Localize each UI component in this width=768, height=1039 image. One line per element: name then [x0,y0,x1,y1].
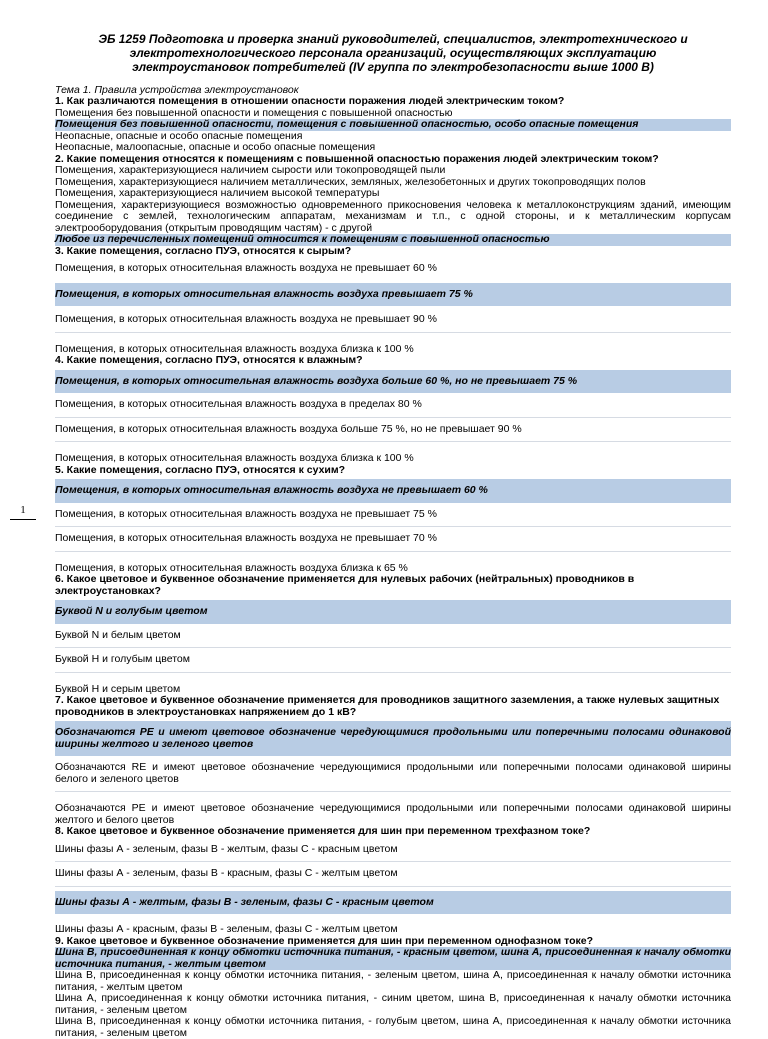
question-3: 3. Какие помещения, согласно ПУЭ, относятся к сырым? [55,244,352,257]
answer-option: Буквой Н и серым цветом [55,682,181,695]
answer-option: Буквой Н и голубым цветом [55,654,731,673]
answer-option: Помещения, характеризующиеся наличием высокой температуры [55,187,380,199]
correct-answer: Помещения без повышенной опасности, помещения с повышенной опасностью, особо опасные помещения [55,119,731,131]
answer-option: Помещения, в которых относительная влажность воздуха в пределах 80 % [55,399,731,418]
answer-option: Неопасные, опасные и особо опасные помещения [55,129,303,142]
correct-answer: Обозначаются PE и имеют цветовое обозначение чередующимися продольными или поперечными полосами одинаковой ширины желтого и зеленого цветов [55,721,731,756]
answer-option: Помещения без повышенной опасности и помещения с повышенной опасностью [55,106,453,119]
answer-option: Неопасные, малоопасные, опасные и особо опасные помещения [55,141,376,153]
correct-answer: Помещения, в которых относительная влажность воздуха не превышает 60 % [55,479,731,503]
answer-option: Помещения, характеризующиеся наличием металлических, земляных, железобетонных и других токопроводящих полов [55,175,646,188]
document-page [55,32,731,1039]
answer-option: Шина В, присоединенная к концу обмотки источника питания, - зеленым цветом, шина А, присоединенная к началу обмотки источника питания, - желтым цветом [55,969,731,993]
correct-answer: Шины фазы А - желтым, фазы В - зеленым, фазы С - красным цветом [55,891,731,915]
answer-option: Обозначаются RE и имеют цветовое обозначение чередующимися продольными или поперечными полосами одинаковой ширины белого и зеленого цветов [55,762,731,792]
question-9: 9. Какое цветовое и буквенное обозначение применяется для шин при переменном однофазном токе? [55,934,594,947]
answer-option: Помещения, в которых относительная влажность воздуха близка к 100 % [55,342,414,355]
answer-option: Шины фазы А - зеленым, фазы В - желтым, фазы С - красным цветом [55,844,731,863]
question-7: 7. Какое цветовое и буквенное обозначение применяется для проводников защитного заземления, а также нулевых защитных проводников в электроустановках напряжением до 1 кВ? [55,694,720,718]
answer-option: Помещения, характеризующиеся возможностью одновременного прикосновения человека к металлоконструкциям зданий, имеющим соединение с землей, технологическим аппаратам, механизмам и т.п., с одной стороны, и к металлическим корпусам электрооборудования (открытым проводящим частям) - с другой [55,198,731,234]
question-1: 1. Как различаются помещения в отношении опасности поражения людей электрическим током? [55,95,565,107]
correct-answer: Шина В, присоединенная к концу обмотки источника питания, - красным цветом, шина А, присоединенная к началу обмотки источника питания, - желтым цветом [55,946,731,970]
answer-option: Обозначаются PE и имеют цветовое обозначение чередующимися продольными или поперечными полосами одинаковой ширины желтого и белого цветов [55,802,731,826]
page-number: 1 [10,504,36,520]
answer-option: Шина А, присоединенная к концу обмотки источника питания, - синим цветом, шина В, присоединенная к началу обмотки источника питания, - зеленым цветом [55,992,731,1016]
answer-option: Помещения, в которых относительная влажность воздуха близка к 65 % [55,561,408,574]
correct-answer: Помещения, в которых относительная влажность воздуха превышает 75 % [55,283,731,307]
answer-option: Помещения, в которых относительная влажность воздуха не превышает 70 % [55,533,731,552]
correct-answer: Любое из перечисленных помещений относится к помещениям с повышенной опасностью [55,234,731,246]
answer-option: Помещения, в которых относительная влажность воздуха не превышает 60 % [55,262,437,274]
question-2: 2. Какие помещения относятся к помещениям с повышенной опасностью поражения людей электрическим током? [55,152,659,165]
question-5: 5. Какие помещения, согласно ПУЭ, относятся к сухим? [55,463,346,476]
question-4: 4. Какие помещения, согласно ПУЭ, относятся к влажным? [55,354,363,366]
question-8: 8. Какое цветовое и буквенное обозначение применяется для шин при переменном трехфазном токе? [55,825,591,837]
answer-option: Помещения, характеризующиеся наличием сырости или токопроводящей пыли [55,164,446,176]
correct-answer: Буквой N и голубым цветом [55,600,731,624]
answer-option: Помещения, в которых относительная влажность воздуха близка к 100 % [55,452,414,464]
correct-answer: Помещения, в которых относительная влажность воздуха больше 60 %, но не превышает 75 % [55,370,731,394]
question-6: 6. Какое цветовое и буквенное обозначение применяется для нулевых рабочих (нейтральных) проводников в электроустановках? [55,573,635,597]
answer-option: Помещения, в которых относительная влажность воздуха не превышает 75 % [55,509,731,528]
answer-option: Буквой N и белым цветом [55,630,731,649]
topic-heading: Тема 1. Правила устройства электроустановок [55,84,299,96]
answer-option: Помещения, в которых относительная влажность воздуха больше 75 %, но не превышает 90 % [55,424,731,443]
answer-option: Шины фазы А - зеленым, фазы В - красным, фазы С - желтым цветом [55,868,731,887]
answer-option: Шины фазы А - красным, фазы В - зеленым, фазы С - желтым цветом [55,923,398,935]
document-title: ЭБ 1259 Подготовка и проверка знаний руководителей, специалистов, электротехнического и электротехнологического персонала организаций, осуществляющих эксплуатацию электроустановок потребителей (IV группа по электробезопасности выше 1000 В) [98,32,688,74]
answer-option: Шина В, присоединенная к концу обмотки источника питания, - голубым цветом, шина А, присоединенная к началу обмотки источника питания, - зеленым цветом [55,1015,731,1039]
answer-option: Помещения, в которых относительная влажность воздуха не превышает 90 % [55,314,731,333]
